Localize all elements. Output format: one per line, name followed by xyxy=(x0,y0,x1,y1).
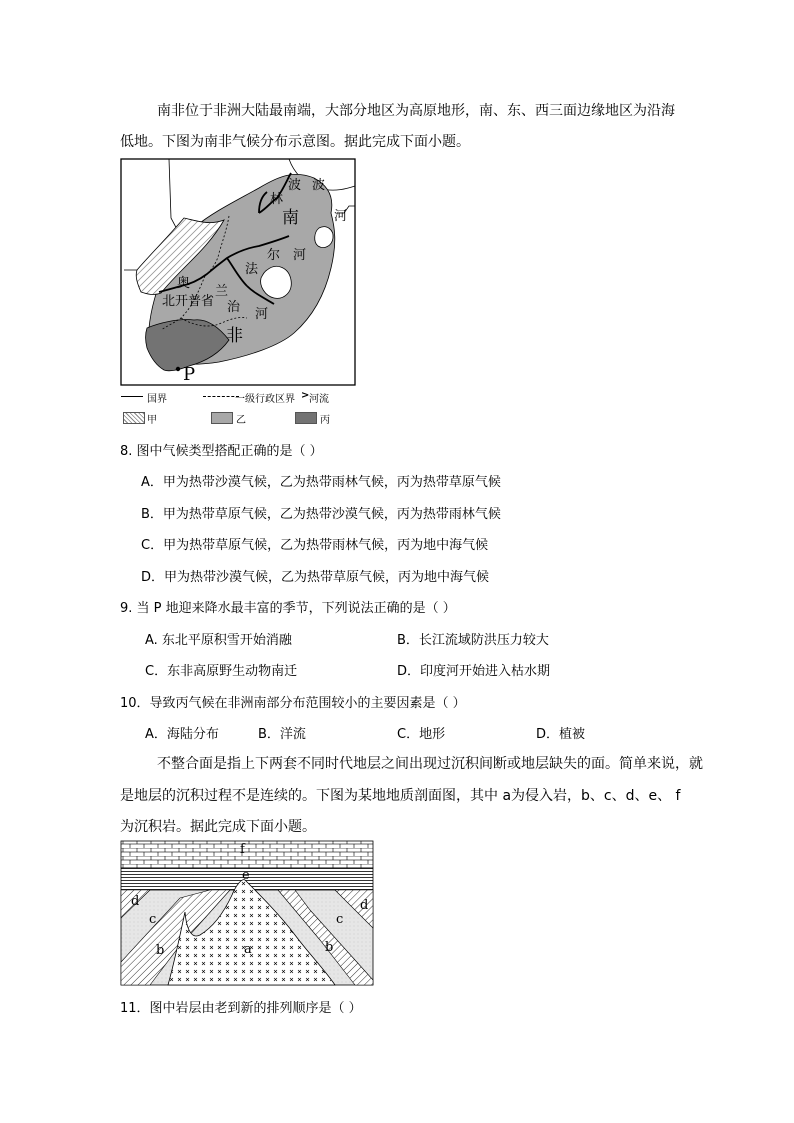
geo-label-f: f xyxy=(240,842,245,857)
map-label-lin: 林 xyxy=(270,192,284,207)
question-10-option-c[interactable]: C．地形 xyxy=(397,727,446,742)
geo-label-b-left: b xyxy=(156,943,165,958)
map-label-bo-1: 波 xyxy=(288,178,302,193)
legend-river-symbol: > xyxy=(301,390,310,401)
question-9-option-a[interactable]: A. 东北平原积雪开始消融 xyxy=(145,633,292,648)
legend-jia-swatch xyxy=(123,412,145,424)
question-8-stem: 8. 图中气候类型搭配正确的是（ ） xyxy=(120,444,323,459)
intro-paragraph-2-line-3: 为沉积岩。据此完成下面小题。 xyxy=(120,819,316,835)
geo-label-d-left: d xyxy=(131,894,140,909)
geo-label-e: e xyxy=(242,868,250,883)
legend-admin-label: 一级行政区界 xyxy=(235,394,295,405)
legend-jia-label: 甲 xyxy=(147,415,157,426)
question-9-stem: 9. 当 P 地迎来降水最丰富的季节，下列说法正确的是（ ） xyxy=(120,601,456,616)
legend-bing-swatch xyxy=(295,412,317,424)
question-8-option-a[interactable]: A．甲为热带沙漠气候，乙为热带雨林气候，丙为热带草原气候 xyxy=(141,475,501,490)
map-label-er: 尔 xyxy=(267,248,281,263)
map-label-nan: 南 xyxy=(282,208,299,228)
legend-yi-label: 乙 xyxy=(236,415,246,426)
legend-bing-label: 丙 xyxy=(320,415,330,426)
question-9-option-b[interactable]: B．长江流域防洪压力较大 xyxy=(397,633,549,648)
geo-label-d-right: d xyxy=(360,898,369,913)
legend-yi-swatch xyxy=(211,412,233,424)
map-label-he-2: 河 xyxy=(293,248,307,263)
legend-border-line xyxy=(121,396,143,397)
map-label-north-cape: 北开普省 xyxy=(162,294,215,309)
geo-label-a: a xyxy=(244,942,252,957)
south-africa-climate-map xyxy=(119,158,359,430)
question-8-option-c[interactable]: C．甲为热带草原气候，乙为热带雨林气候，丙为地中海气候 xyxy=(141,538,489,553)
question-9-option-c[interactable]: C．东非高原野生动物南迁 xyxy=(145,664,298,679)
map-label-bo-2: 波 xyxy=(312,178,326,193)
geo-label-c-right: c xyxy=(336,912,344,927)
map-label-ao: 奥 xyxy=(177,276,191,291)
legend-river-label: 河流 xyxy=(309,394,329,405)
question-10-option-a[interactable]: A．海陆分布 xyxy=(145,727,219,742)
geo-label-b-right: b xyxy=(325,940,334,955)
geological-section-diagram xyxy=(120,840,374,986)
intro-paragraph-2-line-2: 是地层的沉积过程不是连续的。下图为某地地质剖面图，其中 a为侵入岩，b、c、d、e、 f xyxy=(120,788,681,804)
legend-admin-line xyxy=(203,396,239,397)
map-label-p: P xyxy=(183,364,196,385)
geo-label-c-left: c xyxy=(149,912,157,927)
map-label-he-1: 河 xyxy=(334,209,348,224)
intro-paragraph-1-line-1: 南非位于非洲大陆最南端，大部分地区为高原地形，南、东、西三面边缘地区为沿海 xyxy=(157,103,675,119)
map-label-fei: 非 xyxy=(226,326,243,346)
question-10-option-d[interactable]: D．植被 xyxy=(536,727,586,742)
map-label-he-3: 河 xyxy=(255,307,269,322)
map-label-lan: 兰 xyxy=(215,284,229,299)
question-9-option-d[interactable]: D．印度河开始进入枯水期 xyxy=(397,664,551,679)
question-10-stem: 10．导致丙气候在非洲南部分布范围较小的主要因素是（ ） xyxy=(120,696,466,711)
question-8-option-b[interactable]: B．甲为热带草原气候，乙为热带沙漠气候，丙为热带雨林气候 xyxy=(141,507,501,522)
intro-paragraph-2-line-1: 不整合面是指上下两套不同时代地层之间出现过沉积间断或地层缺失的面。简单来说，就 xyxy=(157,756,703,772)
question-8-option-d[interactable]: D．甲为热带沙漠气候，乙为热带草原气候，丙为地中海气候 xyxy=(141,570,490,585)
map-label-zhi: 治 xyxy=(227,300,241,315)
map-label-fa: 法 xyxy=(245,262,259,277)
intro-paragraph-1-line-2: 低地。下图为南非气候分布示意图。据此完成下面小题。 xyxy=(120,134,470,150)
question-10-option-b[interactable]: B．洋流 xyxy=(258,727,306,742)
legend-border-label: 国界 xyxy=(147,394,167,405)
question-11-stem: 11．图中岩层由老到新的排列顺序是（ ） xyxy=(120,1001,362,1016)
